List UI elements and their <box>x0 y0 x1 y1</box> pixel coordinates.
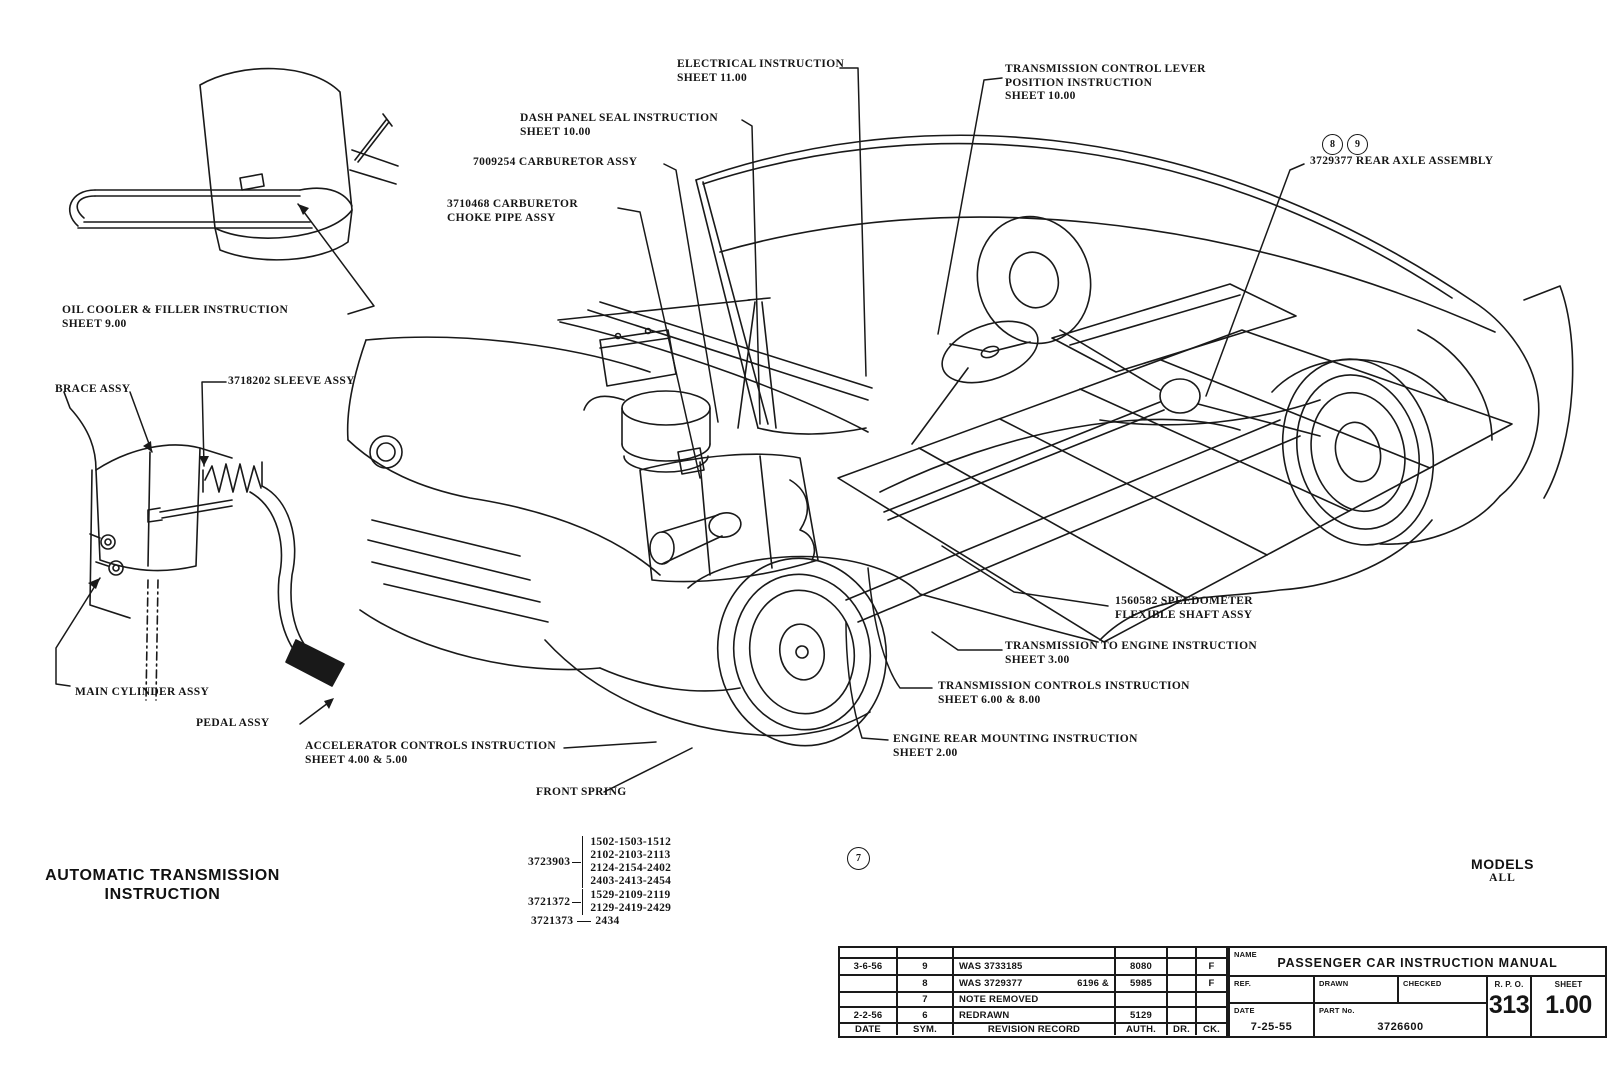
revision-symbol-9: 9 <box>1347 134 1368 155</box>
models-label: MODELS <box>1471 856 1534 872</box>
callout-line: SHEET 9.00 <box>62 317 127 330</box>
callout-oil-cooler-filler <box>62 304 288 331</box>
header-dr: DR. <box>1168 1024 1197 1035</box>
cell-sym: 7 <box>898 993 954 1006</box>
sheet-cell <box>1532 977 1605 1036</box>
callout-line: 7009254 CARBURETOR ASSY <box>473 156 638 168</box>
model-list <box>582 889 671 915</box>
cell-date: 2-2-56 <box>840 1008 898 1022</box>
callout-line: FRONT SPRING <box>536 786 627 798</box>
model-numbers: 2102-2103-2113 <box>590 849 671 861</box>
model-numbers: 1529-2109-2119 <box>590 889 671 901</box>
date-label: DATE <box>1234 1006 1255 1015</box>
ref-cell <box>1230 977 1315 1002</box>
revision-symbol-7: 7 <box>847 847 870 870</box>
table-row-empty <box>840 948 1226 959</box>
callout-line: TRANSMISSION CONTROL LEVER <box>1005 63 1206 75</box>
date-cell <box>1230 1004 1315 1036</box>
model-numbers: 1502-1503-1512 <box>590 836 672 848</box>
callout-line: PEDAL ASSY <box>196 717 270 729</box>
rpo-cell <box>1486 977 1532 1036</box>
record-text: WAS 3729377 <box>959 978 1023 989</box>
checked-label: CHECKED <box>1403 979 1442 988</box>
cell-record <box>954 976 1116 991</box>
steering-wheel <box>912 310 1046 444</box>
sheet-label: SHEET <box>1554 980 1583 989</box>
name-label: NAME <box>1234 950 1257 959</box>
cell-dr <box>1168 993 1197 1006</box>
cell-sym: 9 <box>898 959 954 974</box>
header-record: REVISION RECORD <box>954 1024 1116 1035</box>
far-rear-wheel <box>963 203 1106 357</box>
table-row <box>840 959 1226 976</box>
callout-line: CHOKE PIPE ASSY <box>447 211 556 224</box>
model-numbers: 2124-2154-2402 <box>590 862 672 874</box>
callout-front-spring <box>536 786 627 800</box>
callout-line: ELECTRICAL INSTRUCTION <box>677 58 845 70</box>
callout-line: 3729377 REAR AXLE ASSEMBLY <box>1310 155 1494 167</box>
page-title-line1: AUTOMATIC TRANSMISSION <box>45 867 280 884</box>
callout-electrical-instruction <box>677 58 844 85</box>
callout-line: SHEET 11.00 <box>677 71 748 84</box>
part-number-label: PART No. <box>1319 1006 1355 1015</box>
callout-line: POSITION INSTRUCTION <box>1005 76 1153 89</box>
callout-line: OIL COOLER & FILLER INSTRUCTION <box>62 304 289 316</box>
model-numbers: 2129-2419-2429 <box>590 902 672 914</box>
cell-ck: F <box>1208 961 1215 972</box>
cell-auth: 8080 <box>1116 959 1168 974</box>
callout-rear-axle-assembly <box>1310 155 1493 169</box>
callout-line: 1560582 SPEEDOMETER <box>1115 595 1253 607</box>
front-spring-group-1 <box>528 836 671 888</box>
cell-record: REDRAWN <box>954 1008 1116 1022</box>
callout-brace-assy <box>55 383 130 397</box>
bracket-dash <box>572 862 581 863</box>
cell-record: WAS 3733185 <box>954 959 1116 974</box>
cell-dr <box>1168 959 1197 974</box>
revision-record-table <box>838 946 1228 1038</box>
callout-line: SHEET 3.00 <box>1005 653 1070 666</box>
bracket-dash <box>572 902 581 903</box>
rpo-value: 313 <box>1488 991 1530 1019</box>
driveline-and-rear-axle <box>884 330 1320 520</box>
drawn-label: DRAWN <box>1319 979 1349 988</box>
callout-main-cylinder-assy <box>75 686 209 700</box>
table-row <box>840 1008 1226 1024</box>
cell-auth <box>1116 993 1168 1006</box>
drawn-cell <box>1315 977 1399 1002</box>
cell-record: NOTE REMOVED <box>954 993 1116 1006</box>
cell-auth: 5985 <box>1116 976 1168 991</box>
transmission-detail-inset <box>70 69 398 260</box>
callout-carburetor-choke-pipe <box>447 198 578 225</box>
table-row <box>840 993 1226 1008</box>
callout-transmission-control-lever <box>1005 63 1206 104</box>
front-spring-group-2 <box>528 889 671 915</box>
models-block <box>1455 856 1550 884</box>
callout-line: FLEXIBLE SHAFT ASSY <box>1115 608 1253 621</box>
part-number: 3721372 <box>528 896 571 908</box>
cell-ck: F <box>1208 978 1215 989</box>
models-value: ALL <box>1489 872 1516 884</box>
callout-line: TRANSMISSION TO ENGINE INSTRUCTION <box>1005 640 1258 652</box>
page-title <box>40 866 285 904</box>
callout-dash-panel-seal <box>520 112 718 139</box>
cell-dr <box>1168 976 1197 991</box>
callout-sleeve-assy <box>228 375 355 389</box>
callout-line: SHEET 4.00 & 5.00 <box>305 753 408 766</box>
callout-carburetor-assy <box>473 156 637 170</box>
cell-date <box>840 993 898 1006</box>
callout-line: SHEET 6.00 & 8.00 <box>938 693 1041 706</box>
callout-line: TRANSMISSION CONTROLS INSTRUCTION <box>938 680 1190 692</box>
part-number: 3721373 <box>531 915 574 927</box>
callout-accelerator-controls <box>305 740 556 767</box>
title-block-name-row <box>1230 948 1605 977</box>
table-header-row <box>840 1024 1226 1035</box>
callout-pedal-assy <box>196 717 269 731</box>
cell-dr <box>1168 1008 1197 1022</box>
revision-symbol-8: 8 <box>1322 134 1343 155</box>
header-ck: CK. <box>1203 1024 1220 1035</box>
model-list <box>582 836 671 888</box>
callout-transmission-controls <box>938 680 1190 707</box>
callout-line: SHEET 2.00 <box>893 746 958 759</box>
front-spring-group-3 <box>531 915 620 927</box>
callout-line: SHEET 10.00 <box>1005 90 1076 102</box>
callout-line: DASH PANEL SEAL INSTRUCTION <box>520 112 719 124</box>
callout-line: MAIN CYLINDER ASSY <box>75 686 210 698</box>
cell-date: 3-6-56 <box>840 959 898 974</box>
record-text-right: 6196 & <box>1077 978 1109 989</box>
rear-seat-frame <box>1052 284 1296 372</box>
rpo-label: R. P. O. <box>1494 980 1524 989</box>
header-date: DATE <box>840 1024 898 1035</box>
callout-line: 3718202 SLEEVE ASSY <box>228 375 355 387</box>
date-value: 7-25-55 <box>1250 1021 1293 1033</box>
cell-ck <box>1197 993 1226 1006</box>
bracket-dash <box>577 921 591 922</box>
header-auth: AUTH. <box>1116 1024 1168 1035</box>
ref-label: REF. <box>1234 979 1252 988</box>
cell-sym: 6 <box>898 1008 954 1022</box>
cell-sym: 8 <box>898 976 954 991</box>
page-title-line2: INSTRUCTION <box>104 886 221 903</box>
cell-auth: 5129 <box>1116 1008 1168 1022</box>
callout-line: ENGINE REAR MOUNTING INSTRUCTION <box>893 733 1138 745</box>
callout-line: ACCELERATOR CONTROLS INSTRUCTION <box>305 740 557 752</box>
part-number-value: 3726600 <box>1377 1021 1424 1033</box>
part-number: 3723903 <box>528 856 571 868</box>
callout-line: SHEET 10.00 <box>520 125 591 138</box>
table-row <box>840 976 1226 993</box>
callout-engine-rear-mounting <box>893 733 1138 760</box>
model-numbers: 2403-2413-2454 <box>590 875 672 887</box>
sheet-value: 1.00 <box>1545 991 1592 1019</box>
callout-transmission-to-engine <box>1005 640 1257 667</box>
callout-line: 3710468 CARBURETOR <box>447 198 579 210</box>
callout-line: BRACE ASSY <box>55 383 131 395</box>
model-numbers: 2434 <box>595 915 620 927</box>
part-number-cell <box>1315 1004 1486 1036</box>
title-block <box>1228 946 1607 1038</box>
cell-ck <box>1197 1008 1226 1022</box>
callout-speedometer-shaft <box>1115 595 1253 622</box>
manual-name: PASSENGER CAR INSTRUCTION MANUAL <box>1277 956 1558 970</box>
header-sym: SYM. <box>898 1024 954 1035</box>
checked-cell <box>1399 977 1486 1002</box>
cell-date <box>840 976 898 991</box>
